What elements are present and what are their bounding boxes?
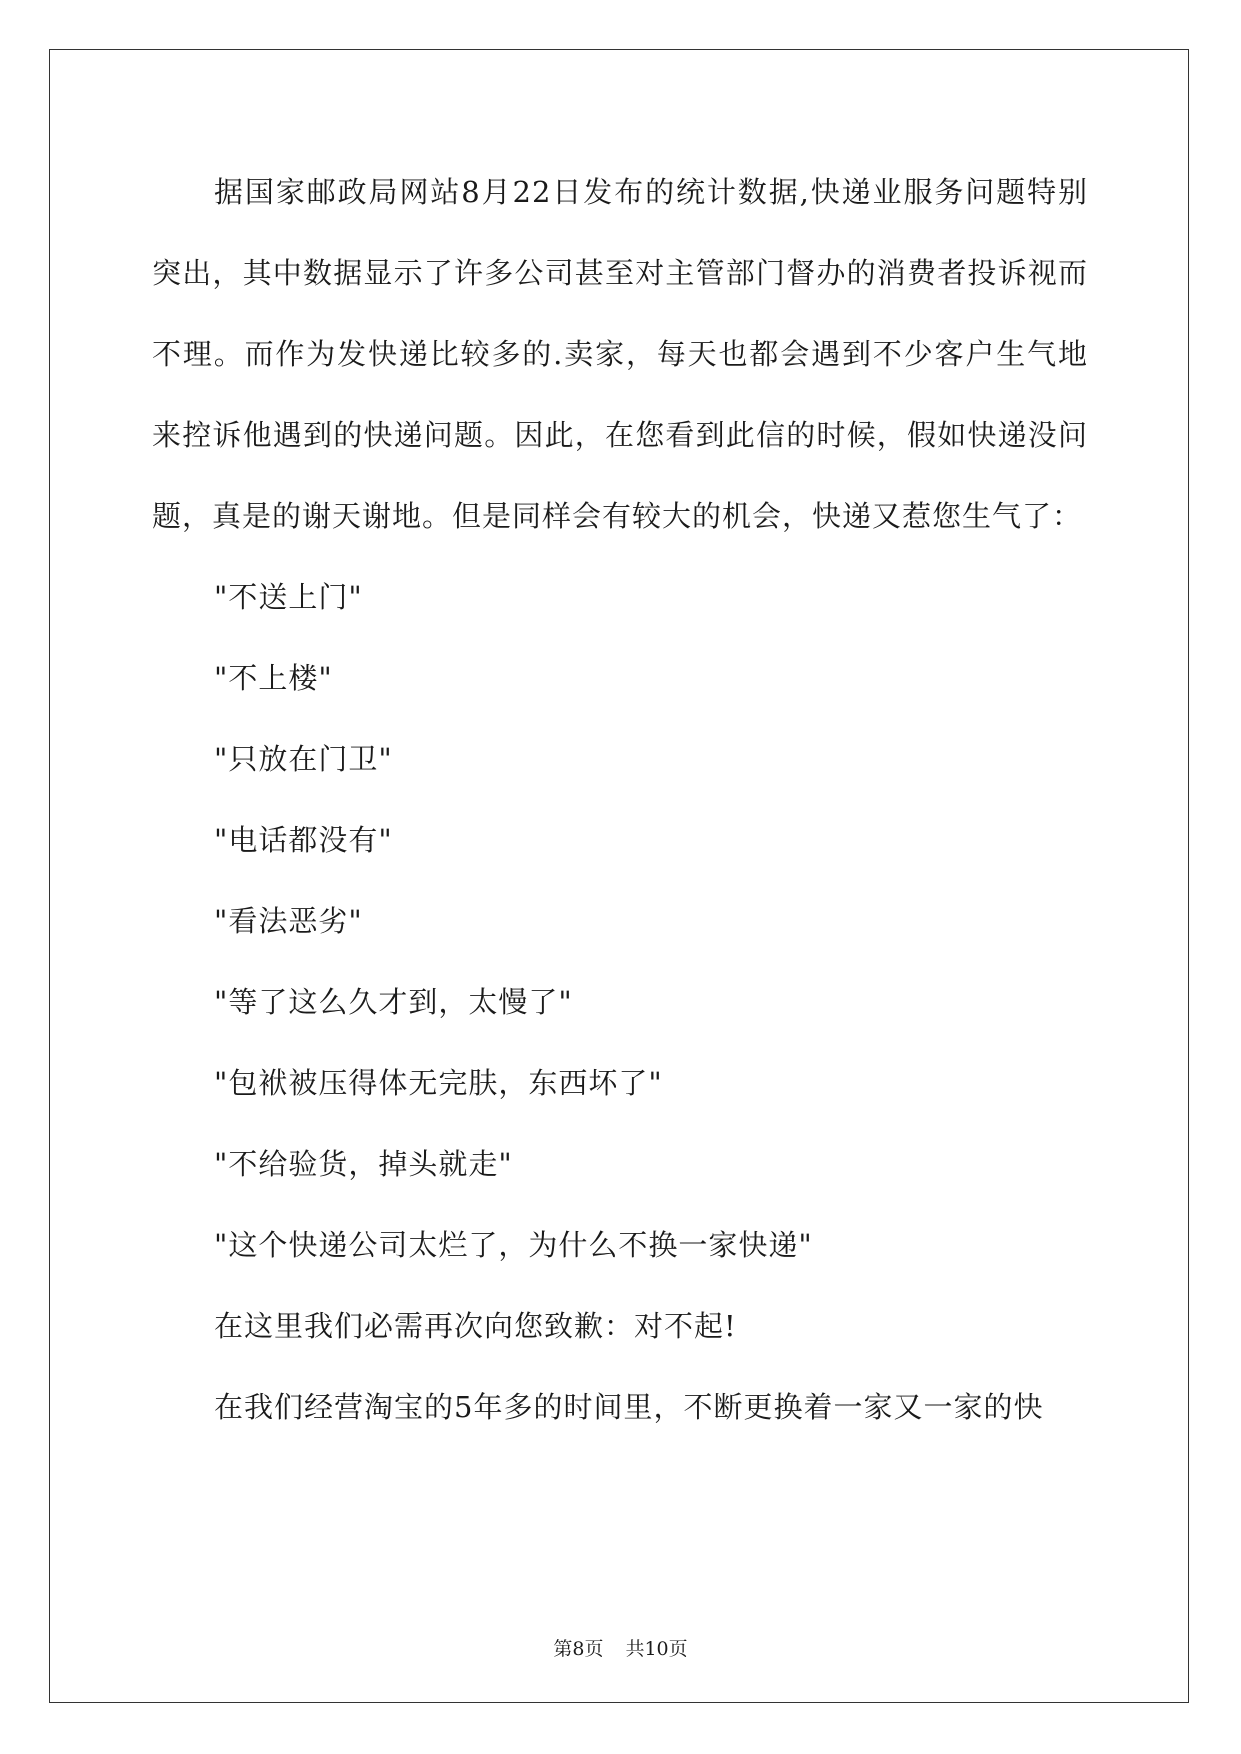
complaint-item: "只放在门卫": [214, 742, 393, 776]
complaint-item: "电话都没有": [214, 823, 393, 857]
complaint-item: "这个快递公司太烂了，为什么不换一家快递": [214, 1228, 813, 1262]
complaint-item: "不给验货，掉头就走": [214, 1147, 513, 1181]
intro-paragraph: 据国家邮政局网站8月22日发布的统计数据,快递业服务问题特别突出，其中数据显示了许多公司甚至对主管部门督办的消费者投诉视而不理。而作为发快递比较多的.卖家，每天也都会遇到不少客户生气地来控诉他遇到的快递问题。因此，在您看到此信的时候，假如快递没问题，真是的谢天谢地。但是同样会有较大的机会，快递又惹您生气了：: [152, 175, 1088, 533]
complaint-item: "不送上门": [214, 580, 363, 614]
document-body: [152, 152, 1088, 1448]
complaint-item: "等了这么久才到，太慢了": [214, 985, 573, 1019]
complaint-list: [152, 557, 1088, 1286]
closing-fragment: 在我们经营淘宝的5年多的时间里，不断更换着一家又一家的快: [214, 1390, 1044, 1424]
apology-line: 在这里我们必需再次向您致歉：对不起!: [214, 1309, 737, 1343]
page-number: 第8页: [553, 1638, 604, 1660]
complaint-item: "看法恶劣": [214, 904, 363, 938]
complaint-item: "包袱被压得体无完肤，东西坏了": [214, 1066, 663, 1100]
page-footer: [0, 1634, 1241, 1661]
page-total: 共10页: [625, 1638, 688, 1660]
complaint-item: "不上楼": [214, 661, 333, 695]
